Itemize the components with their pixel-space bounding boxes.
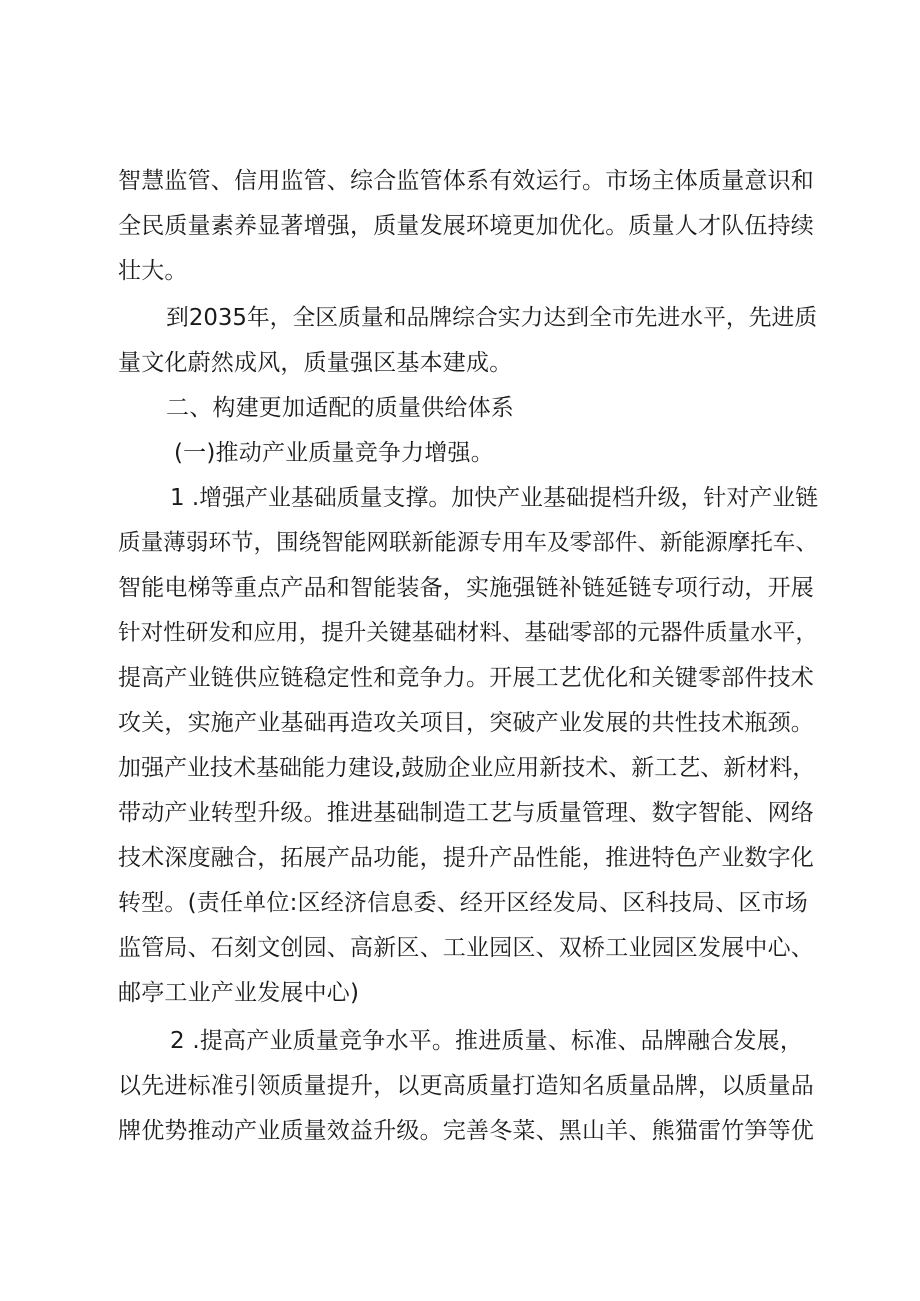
body-text-line: 以先进标准引领质量提升，以更高质量打造知名质量品牌，以质量品 — [118, 1073, 814, 1099]
body-text-line: 壮大。 — [118, 258, 188, 284]
body-text-line: 攻关，实施产业基础再造攻关项目，突破产业发展的共性技术瓶颈。 — [118, 710, 814, 736]
body-text-line: 量文化蔚然成风，质量强区基本建成。 — [118, 350, 513, 376]
body-text-line: 加强产业技术基础能力建设,鼓励企业应用新技术、新工艺、新材料， — [118, 755, 816, 781]
body-text-line: 邮亭工业产业发展中心) — [118, 980, 360, 1006]
subsection-heading: (一)推动产业质量竞争力增强。 — [174, 440, 494, 466]
body-text-line: 质量薄弱环节，围绕智能网联新能源专用车及零部件、新能源摩托车、 — [118, 530, 818, 556]
body-text-line: 监管局、石刻文创园、高新区、工业园区、双桥工业园区发展中心、 — [118, 935, 814, 961]
section-heading: 二、构建更加适配的质量供给体系 — [166, 395, 514, 421]
body-text-line: 到2035年，全区质量和品牌综合实力达到全市先进水平，先进质 — [166, 305, 818, 331]
body-text-line: 转型。(责任单位:区经济信息委、经开区经发局、区科技局、区市场 — [118, 890, 808, 916]
body-text-line: 技术深度融合，拓展产品功能，提升产品性能，推进特色产业数字化 — [118, 845, 814, 871]
body-text-line: 针对性研发和应用，提升关键基础材料、基础零部的元器件质量水平， — [118, 620, 818, 646]
body-text-line: 全民质量素养显著增强，质量发展环境更加优化。质量人才队伍持续 — [118, 213, 814, 239]
body-text-line: 提高产业链供应链稳定性和竞争力。开展工艺优化和关键零部件技术 — [118, 665, 814, 691]
body-text-line: 智能电梯等重点产品和智能装备，实施强链补链延链专项行动，开展 — [118, 575, 814, 601]
body-text-line: 智慧监管、信用监管、综合监管体系有效运行。市场主体质量意识和 — [118, 168, 814, 194]
body-text-line: 带动产业转型升级。推进基础制造工艺与质量管理、数字智能、网络 — [118, 800, 814, 826]
body-text-line: 牌优势推动产业质量效益升级。完善冬菜、黑山羊、熊猫雷竹笋等优 — [118, 1118, 814, 1144]
body-text-line: 2 .提高产业质量竞争水平。推进质量、标准、品牌融合发展， — [170, 1028, 804, 1054]
body-text-line: 1 .增强产业基础质量支撑。加快产业基础提档升级，针对产业链 — [170, 485, 819, 511]
